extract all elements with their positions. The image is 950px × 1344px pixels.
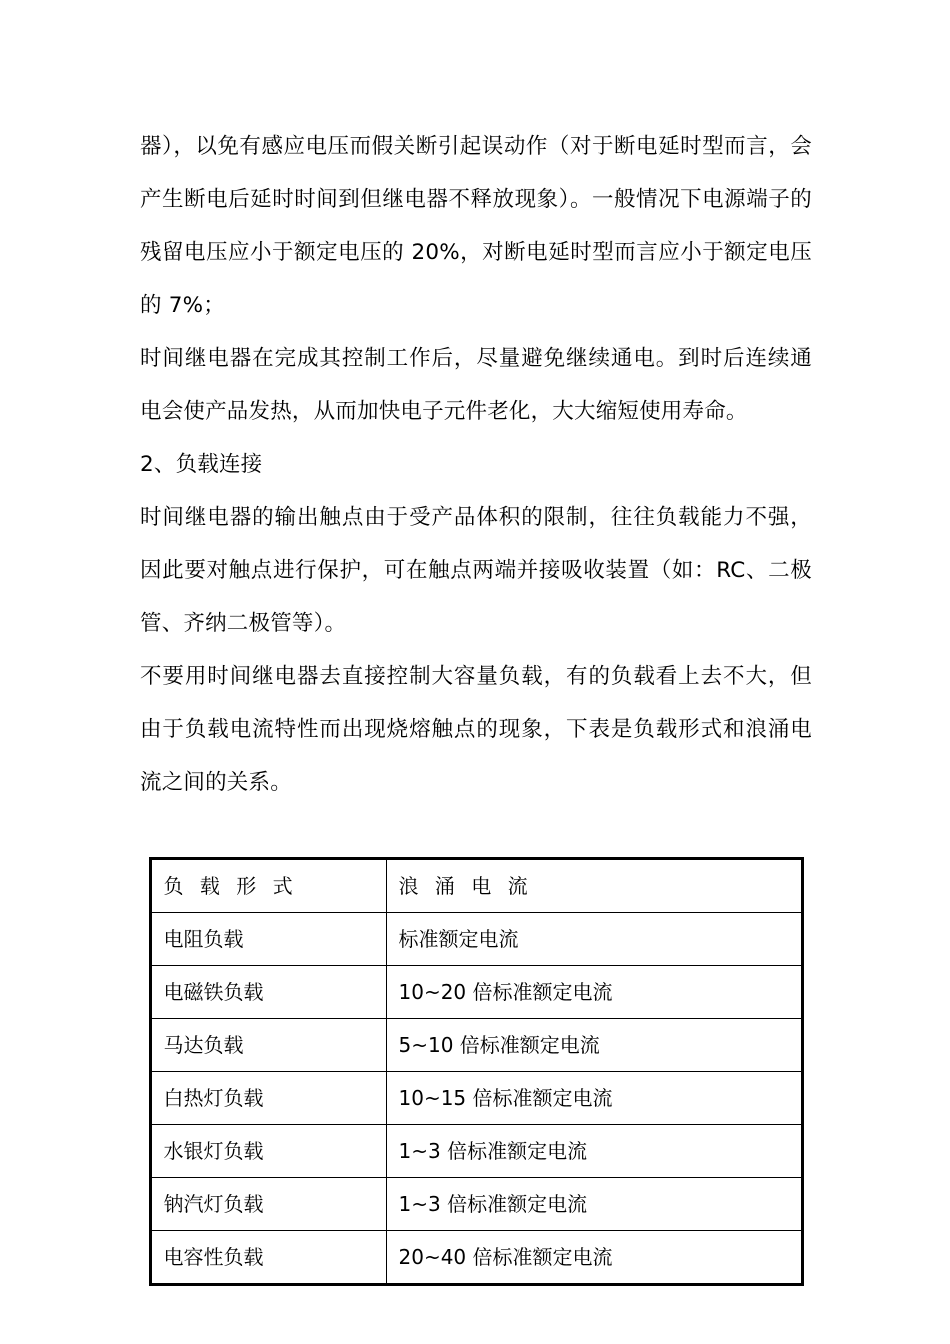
table-cell-load-type: 白热灯负载 bbox=[150, 1072, 386, 1125]
table-row bbox=[150, 1231, 802, 1285]
table-header-surge-current: 浪 涌 电 流 bbox=[386, 859, 802, 913]
table-header-load-type: 负 载 形 式 bbox=[150, 859, 386, 913]
table-cell-load-type: 马达负载 bbox=[150, 1019, 386, 1072]
table-header-row bbox=[150, 859, 802, 913]
table-cell-surge-current: 20~40 倍标准额定电流 bbox=[386, 1231, 802, 1285]
table-cell-surge-current: 5~10 倍标准额定电流 bbox=[386, 1019, 802, 1072]
load-surge-current-table bbox=[149, 857, 804, 1286]
table-cell-load-type: 水银灯负载 bbox=[150, 1125, 386, 1178]
load-table-wrapper bbox=[140, 857, 812, 1286]
table-cell-load-type: 钠汽灯负载 bbox=[150, 1178, 386, 1231]
table-row bbox=[150, 1125, 802, 1178]
paragraph-4: 不要用时间继电器去直接控制大容量负载，有的负载看上去不大，但由于负载电流特性而出现烧熔触点的现象，下表是负载形式和浪涌电流之间的关系。 bbox=[140, 664, 812, 795]
section-heading-2: 2、负载连接 bbox=[140, 452, 263, 477]
table-cell-surge-current: 标准额定电流 bbox=[386, 913, 802, 966]
table-cell-surge-current: 10~15 倍标准额定电流 bbox=[386, 1072, 802, 1125]
table-row bbox=[150, 1178, 802, 1231]
table-row bbox=[150, 1072, 802, 1125]
table-cell-surge-current: 1~3 倍标准额定电流 bbox=[386, 1125, 802, 1178]
table-row bbox=[150, 1019, 802, 1072]
table-cell-load-type: 电磁铁负载 bbox=[150, 966, 386, 1019]
table-cell-load-type: 电容性负载 bbox=[150, 1231, 386, 1285]
table-cell-load-type: 电阻负载 bbox=[150, 913, 386, 966]
paragraph-2: 时间继电器在完成其控制工作后，尽量避免继续通电。到时后连续通电会使产品发热，从而加快电子元件老化，大大缩短使用寿命。 bbox=[140, 346, 812, 424]
paragraph-1: 器），以免有感应电压而假关断引起误动作（对于断电延时型而言，会产生断电后延时时间到但继电器不释放现象）。一般情况下电源端子的残留电压应小于额定电压的 20%，对断电延时型而言应小于额定电压的 7%； bbox=[140, 134, 812, 318]
table-row bbox=[150, 966, 802, 1019]
table-cell-surge-current: 1~3 倍标准额定电流 bbox=[386, 1178, 802, 1231]
table-cell-surge-current: 10~20 倍标准额定电流 bbox=[386, 966, 802, 1019]
document-body bbox=[140, 120, 812, 1286]
table-row bbox=[150, 913, 802, 966]
paragraph-3: 时间继电器的输出触点由于受产品体积的限制，往往负载能力不强，因此要对触点进行保护，可在触点两端并接吸收装置（如：RC、二极管、齐纳二极管等）。 bbox=[140, 505, 812, 636]
